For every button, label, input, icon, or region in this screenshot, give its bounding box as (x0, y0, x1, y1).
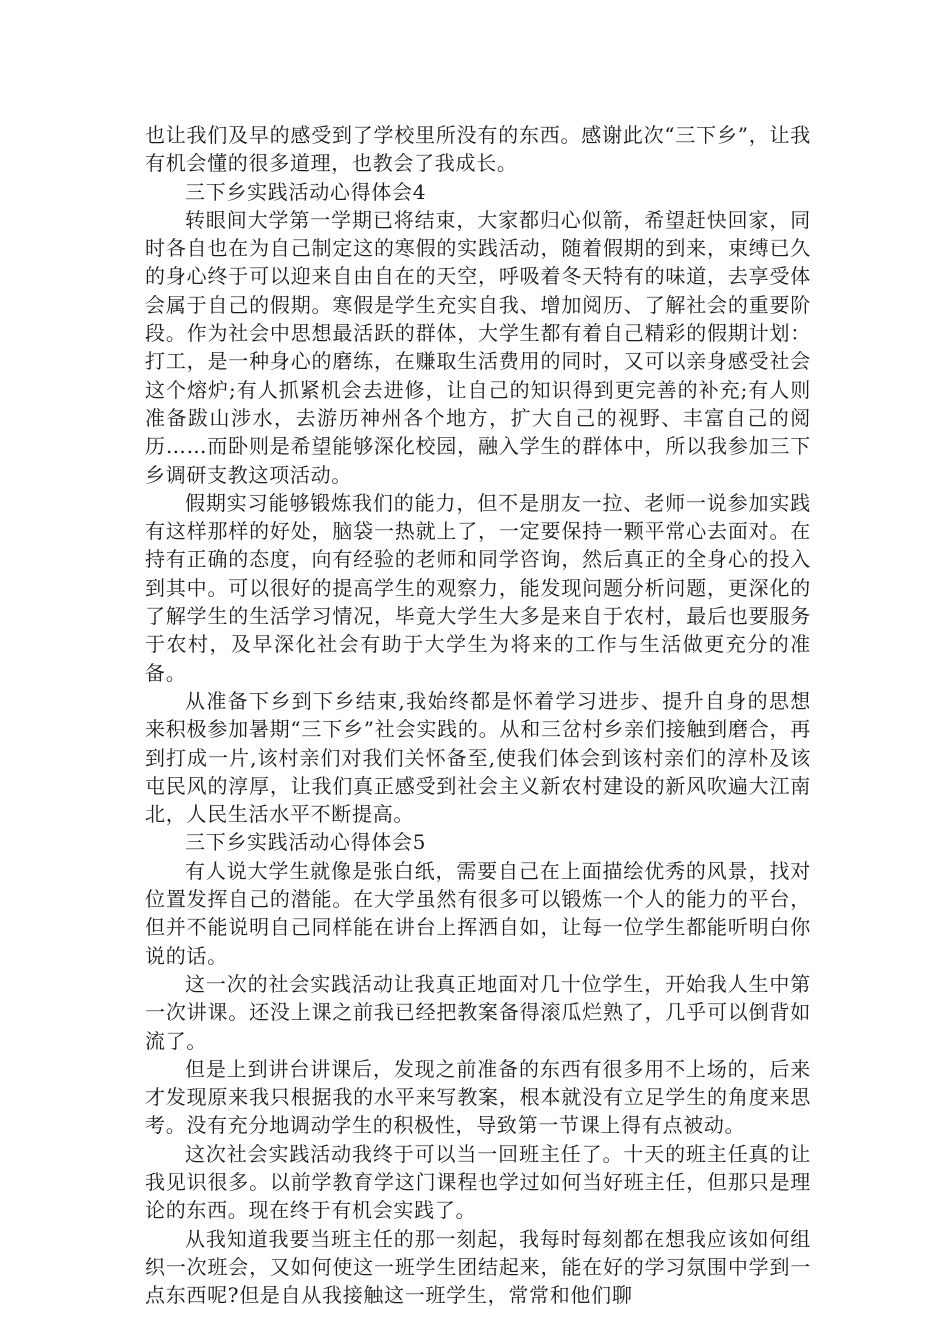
document-body (145, 121, 811, 1309)
paragraph: 从准备下乡到下乡结束,我始终都是怀着学习进步、提升自身的思想来积极参加暑期“三下乡”社会实践的。从和三岔村乡亲们接触到磨合，再到打成一片,该村亲们对我们关怀备至,使我们体会到该村亲们的淳朴及该屯民风的淳厚，让我们真正感受到社会主义新农村建设的新风吹遍大江南北，人民生活水平不断提高。 (145, 688, 811, 827)
paragraph: 这次社会实践活动我终于可以当一回班主任了。十天的班主任真的让我见识很多。以前学教育学这门课程也学过如何当好班主任，但那只是理论的东西。现在终于有机会实践了。 (145, 1141, 811, 1223)
paragraph: 也让我们及早的感受到了学校里所没有的东西。感谢此次“三下乡”，让我有机会懂的很多道理，也教会了我成长。 (145, 123, 811, 176)
paragraph: 从我知道我要当班主任的那一刻起，我每时每刻都在想我应该如何组织一次班会，又如何使这一班学生团结起来，能在好的学习氛围中学到一点东西呢?但是自从我接触这一班学生，常常和他们聊 (145, 1226, 811, 1308)
section-heading: 三下乡实践活动心得体会4 (185, 179, 427, 204)
paragraph: 转眼间大学第一学期已将结束，大家都归心似箭，希望赶快回家，同时各自也在为自己制定这的寒假的实践活动，随着假期的到来，束缚已久的身心终于可以迎来自由自在的天空，呼吸着冬天特有的味道，去享受体会属于自己的假期。寒假是学生充实自我、增加阅历、了解社会的重要阶段。作为社会中思想最活跃的群体，大学生都有着自己精彩的假期计划：打工，是一种身心的磨练，在赚取生活费用的同时，又可以亲身感受社会这个熔炉;有人抓紧机会去进修，让自己的知识得到更完善的补充;有人则准备跋山涉水，去游历神州各个地方，扩大自己的视野、丰富自己的阅历……而卧则是希望能够深化校园，融入学生的群体中，所以我参加三下乡调研支教这项活动。 (145, 207, 811, 487)
paragraph: 这一次的社会实践活动让我真正地面对几十位学生，开始我人生中第一次讲课。还没上课之前我已经把教案备得滚瓜烂熟了，几乎可以倒背如流了。 (145, 971, 811, 1053)
paragraph: 有人说大学生就像是张白纸，需要自己在上面描绘优秀的风景，找对位置发挥自己的潜能。在大学虽然有很多可以锻炼一个人的能力的平台，但并不能说明自己同样能在讲台上挥洒自如，让每一位学生都能听明白你说的话。 (145, 858, 811, 968)
paragraph: 但是上到讲台讲课后，发现之前准备的东西有很多用不上场的，后来才发现原来我只根据我的水平来写教案，根本就没有立足学生的角度来思考。没有充分地调动学生的积极性，导致第一节课上得有点被动。 (145, 1056, 811, 1138)
section-heading: 三下乡实践活动心得体会5 (185, 830, 427, 855)
paragraph: 假期实习能够锻炼我们的能力，但不是朋友一拉、老师一说参加实践有这样那样的好处，脑袋一热就上了，一定要保持一颗平常心去面对。在持有正确的态度，向有经验的老师和同学咨询，然后真正的全身心的投入到其中。可以很好的提高学生的观察力，能发现问题分析问题，更深化的了解学生的生活学习情况，毕竟大学生大多是来自于农村，最后也要服务于农村，及早深化社会有助于大学生为将来的工作与生活做更充分的准备。 (145, 490, 811, 685)
